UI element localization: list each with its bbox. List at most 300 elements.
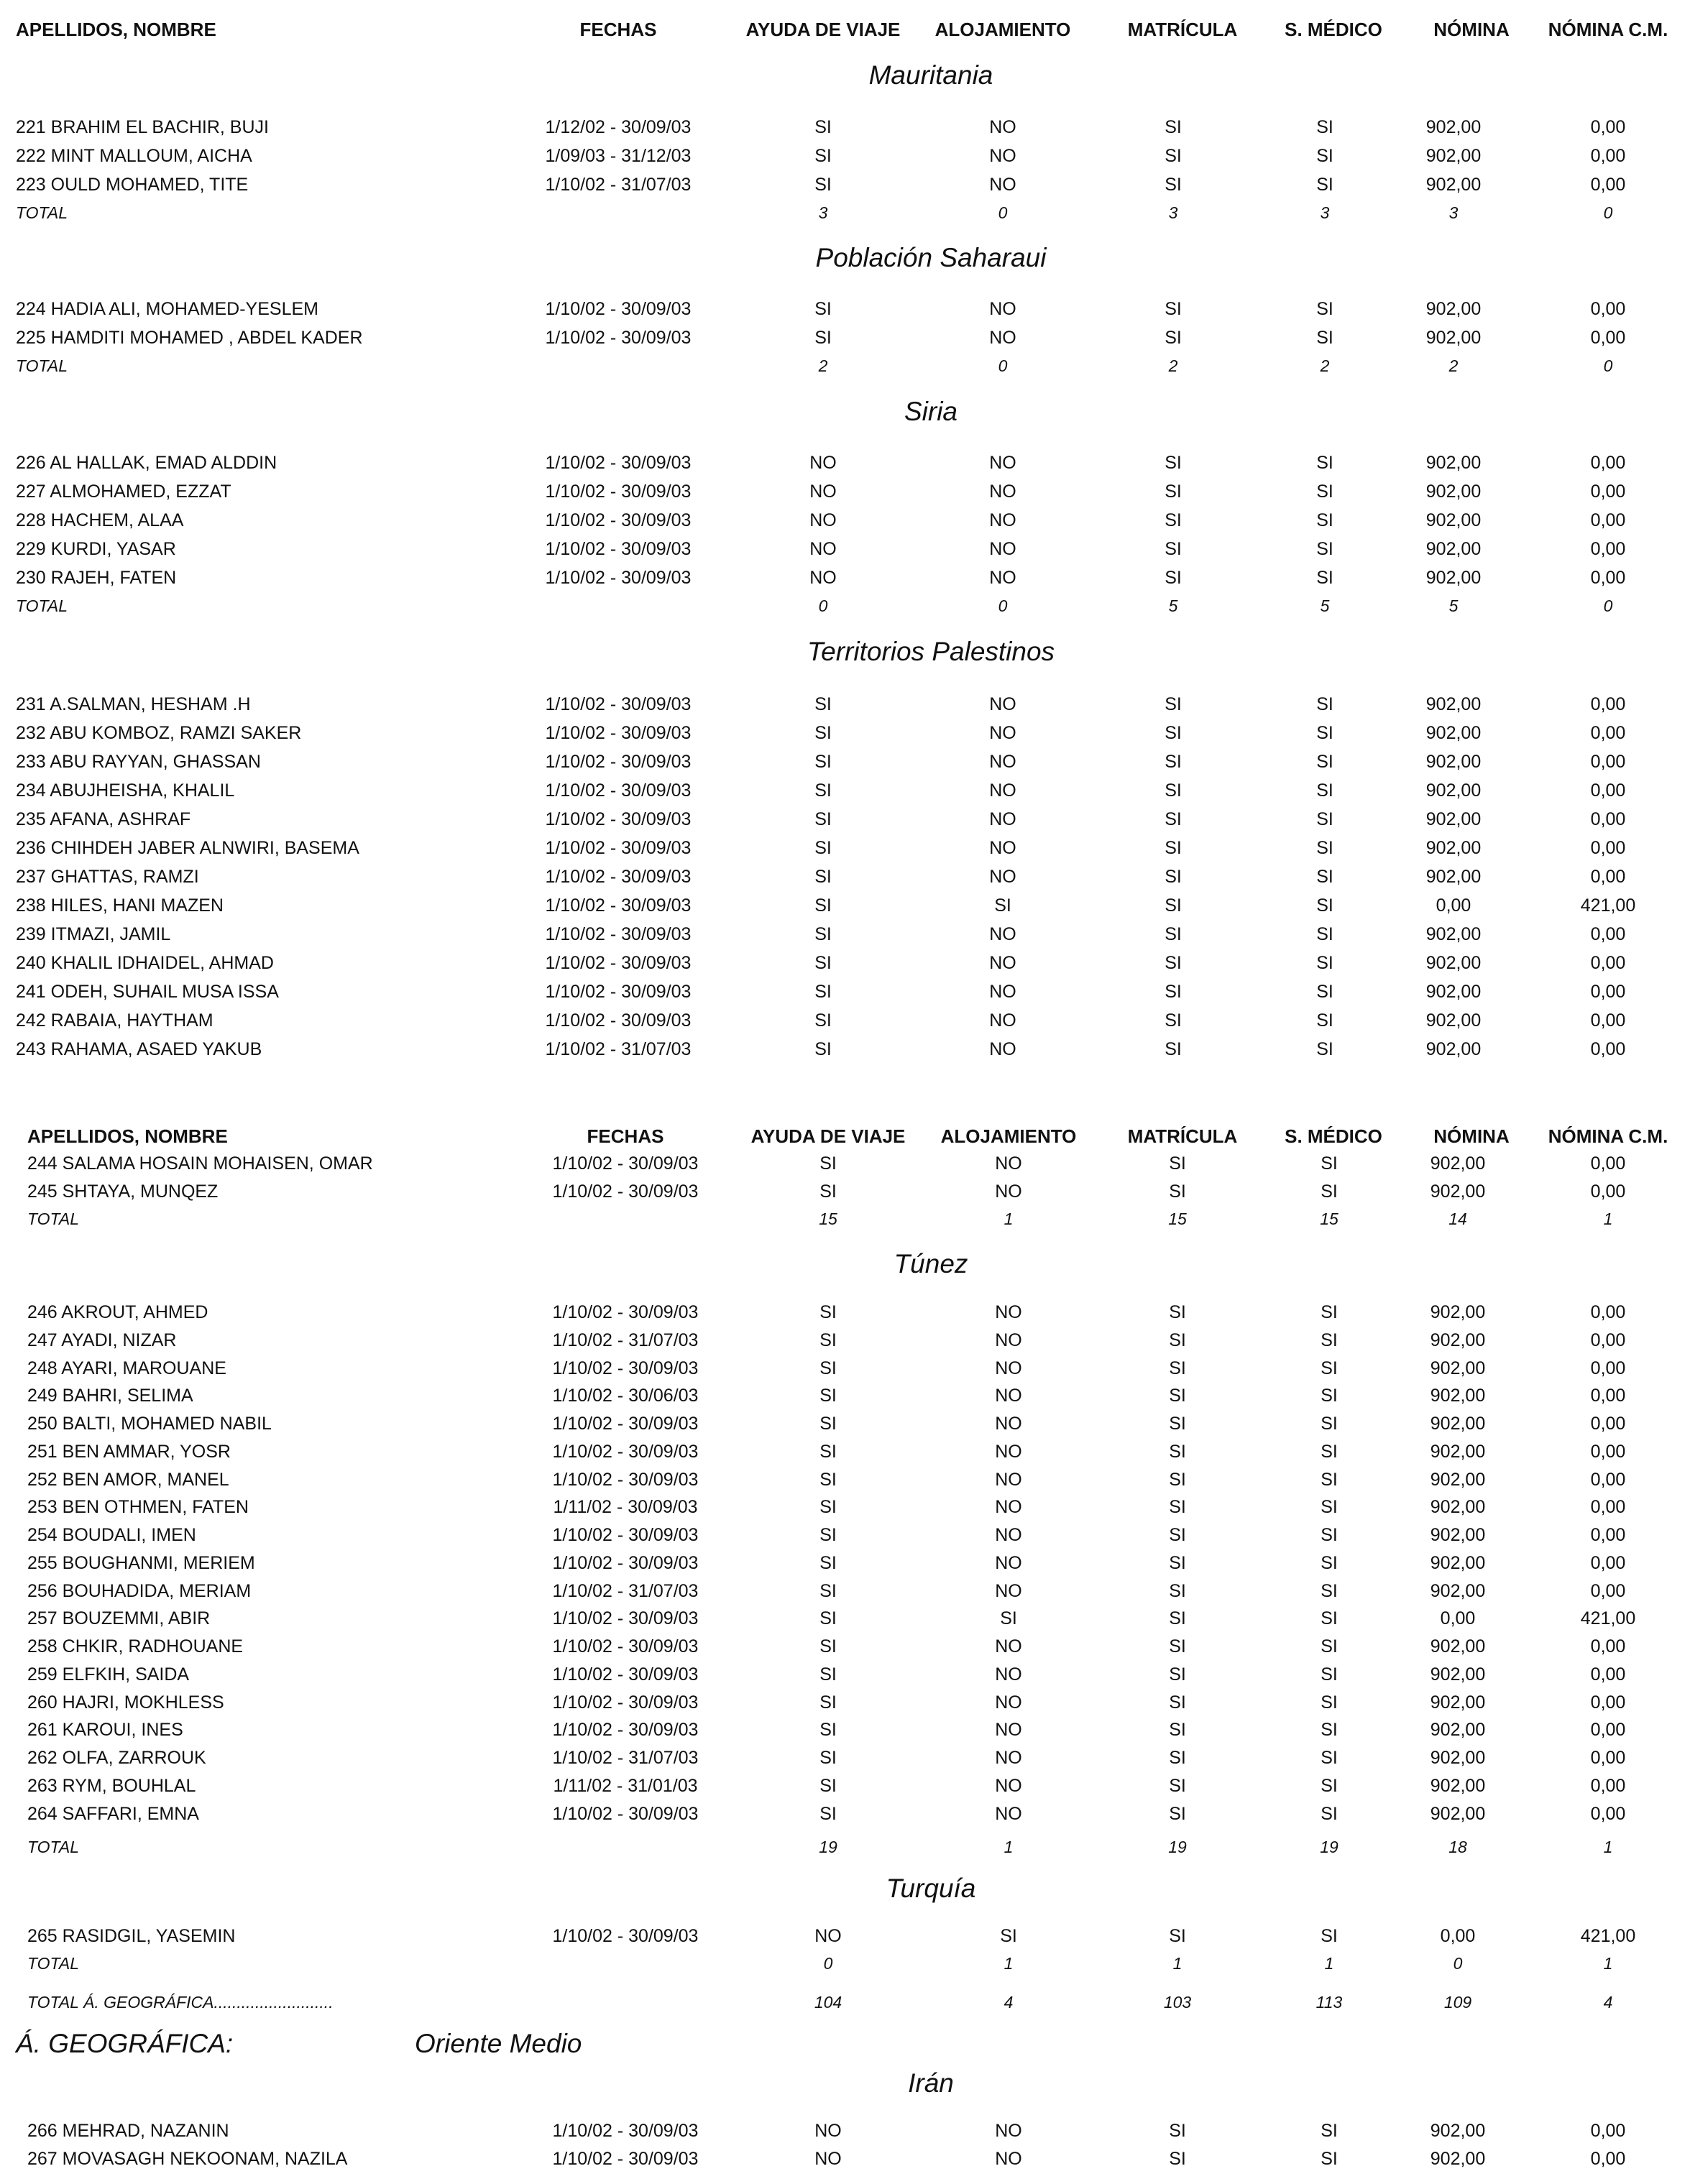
row-cell-2: SI [1169, 2149, 1186, 2169]
total-value-2: 15 [1168, 1210, 1187, 1228]
total-value-5: 0 [1603, 596, 1613, 615]
row-cell-0: SI [814, 299, 832, 319]
total-value-4: 3 [1448, 203, 1459, 222]
row-cell-3: SI [1316, 780, 1333, 801]
column-header-mid-7: NÓMINA C.M. [1548, 1125, 1668, 1147]
row-dates: 1/10/02 - 30/09/03 [545, 453, 692, 473]
country-heading-p2-0: Túnez [894, 1249, 968, 1278]
row-cell-2: SI [1165, 982, 1182, 1002]
row-cell-2: SI [1165, 838, 1182, 858]
row-name: 249 BAHRI, SELIMA [27, 1386, 193, 1406]
row-cell-5: 0,00 [1590, 299, 1626, 319]
row-name: 247 AYADI, NIZAR [27, 1330, 177, 1350]
row-cell-0: SI [814, 953, 832, 973]
total-value-2: 19 [1168, 1838, 1187, 1856]
row-cell-5: 0,00 [1590, 1358, 1626, 1378]
row-cell-3: SI [1316, 453, 1333, 473]
row-cell-5: 0,00 [1590, 694, 1626, 714]
total-value-2: 5 [1168, 596, 1178, 615]
row-cell-1: SI [994, 895, 1011, 916]
row-cell-1: NO [989, 694, 1016, 714]
row-cell-3: SI [1321, 1776, 1338, 1796]
row-cell-4: 902,00 [1430, 1153, 1486, 1174]
country-heading-p1-2: Siria [904, 397, 958, 426]
row-cell-1: NO [995, 1470, 1022, 1490]
column-header-mid-3: ALOJAMIENTO [940, 1125, 1077, 1147]
row-cell-5: 0,00 [1590, 1386, 1626, 1406]
row-dates: 1/10/02 - 31/07/03 [552, 1581, 699, 1601]
row-name: 229 KURDI, YASAR [16, 539, 176, 559]
total-value-4: 18 [1448, 1838, 1467, 1856]
row-cell-1: NO [995, 1414, 1022, 1434]
row-cell-5: 0,00 [1590, 510, 1626, 530]
row-cell-1: NO [995, 1776, 1022, 1796]
row-cell-0: NO [814, 2121, 842, 2141]
total-value-4: 14 [1448, 1210, 1467, 1228]
row-cell-5: 0,00 [1590, 1181, 1626, 1202]
row-name: 252 BEN AMOR, MANEL [27, 1470, 229, 1490]
row-cell-1: NO [995, 1153, 1022, 1174]
row-cell-5: 0,00 [1590, 1553, 1626, 1573]
row-cell-0: NO [809, 482, 837, 502]
row-cell-0: SI [814, 982, 832, 1002]
row-cell-0: SI [814, 867, 832, 887]
total-value-1: 4 [1004, 1993, 1014, 2012]
total-value-5: 4 [1603, 1993, 1613, 2012]
row-name: 248 AYARI, MAROUANE [27, 1358, 226, 1378]
row-dates: 1/10/02 - 30/09/03 [545, 780, 692, 801]
total-value-1: 0 [998, 356, 1008, 375]
row-cell-1: NO [989, 809, 1016, 829]
row-cell-5: 0,00 [1590, 1330, 1626, 1350]
total-value-0: 15 [819, 1210, 837, 1228]
row-cell-3: SI [1316, 568, 1333, 588]
row-cell-5: 0,00 [1590, 1636, 1626, 1657]
row-cell-1: SI [1000, 1608, 1017, 1628]
row-cell-4: 902,00 [1425, 867, 1482, 887]
row-cell-4: 902,00 [1430, 1748, 1486, 1768]
row-cell-4: 902,00 [1425, 780, 1482, 801]
row-cell-5: 0,00 [1590, 146, 1626, 166]
row-cell-2: SI [1165, 117, 1182, 137]
total-value-2: 1 [1172, 1954, 1182, 1973]
row-dates: 1/11/02 - 31/01/03 [553, 1776, 698, 1796]
row-cell-0: SI [819, 1636, 837, 1657]
row-name: 260 HAJRI, MOKHLESS [27, 1692, 224, 1713]
row-cell-0: SI [814, 780, 832, 801]
row-cell-2: SI [1169, 1748, 1186, 1768]
row-dates: 1/10/02 - 30/09/03 [545, 982, 692, 1002]
row-cell-0: SI [819, 1692, 837, 1713]
row-cell-3: SI [1316, 752, 1333, 772]
row-cell-4: 902,00 [1425, 175, 1482, 195]
row-cell-1: NO [989, 299, 1016, 319]
row-dates: 1/10/02 - 30/09/03 [545, 924, 692, 944]
row-cell-3: SI [1321, 1926, 1338, 1946]
total-value-0: 19 [819, 1838, 837, 1856]
row-cell-3: SI [1321, 1358, 1338, 1378]
column-header-mid-0: APELLIDOS, NOMBRE [27, 1125, 228, 1147]
row-cell-0: SI [814, 175, 832, 195]
column-header-top-1: FECHAS [579, 19, 657, 40]
row-cell-5: 0,00 [1590, 1664, 1626, 1685]
row-cell-1: NO [995, 2121, 1022, 2141]
row-cell-0: SI [814, 809, 832, 829]
row-dates: 1/10/02 - 30/09/03 [552, 1442, 699, 1462]
row-name: 251 BEN AMMAR, YOSR [27, 1442, 231, 1462]
row-cell-5: 0,00 [1590, 1692, 1626, 1713]
row-cell-3: SI [1316, 299, 1333, 319]
country-heading-p1-3: Territorios Palestinos [807, 637, 1055, 666]
row-cell-2: SI [1165, 299, 1182, 319]
row-name: 266 MEHRAD, NAZANIN [27, 2121, 229, 2141]
total-label: TOTAL [27, 1954, 79, 1973]
row-name: 243 RAHAMA, ASAED YAKUB [16, 1039, 262, 1059]
row-cell-1: NO [995, 2149, 1022, 2169]
row-cell-4: 902,00 [1425, 117, 1482, 137]
total-label: TOTAL [16, 203, 68, 222]
row-cell-3: SI [1321, 1302, 1338, 1322]
row-dates: 1/10/02 - 30/09/03 [545, 723, 692, 743]
row-cell-3: SI [1321, 1497, 1338, 1517]
row-name: 264 SAFFARI, EMNA [27, 1804, 199, 1824]
row-dates: 1/10/02 - 30/09/03 [552, 1692, 699, 1713]
row-dates: 1/10/02 - 30/09/03 [545, 539, 692, 559]
row-dates: 1/10/02 - 30/09/03 [545, 694, 692, 714]
row-cell-4: 902,00 [1425, 1010, 1482, 1031]
row-cell-0: SI [814, 694, 832, 714]
row-dates: 1/10/02 - 30/09/03 [552, 1664, 699, 1685]
total-value-3: 3 [1320, 203, 1330, 222]
row-cell-4: 902,00 [1425, 299, 1482, 319]
row-cell-0: SI [814, 1039, 832, 1059]
row-cell-1: NO [995, 1497, 1022, 1517]
row-cell-1: NO [995, 1442, 1022, 1462]
row-dates: 1/10/02 - 30/09/03 [545, 752, 692, 772]
total-value-2: 103 [1163, 1993, 1192, 2012]
row-cell-4: 902,00 [1425, 809, 1482, 829]
row-cell-4: 902,00 [1425, 510, 1482, 530]
row-cell-3: SI [1321, 1748, 1338, 1768]
row-dates: 1/10/02 - 30/09/03 [552, 1358, 699, 1378]
row-name: 259 ELFKIH, SAIDA [27, 1664, 190, 1685]
row-dates: 1/10/02 - 30/09/03 [552, 1525, 699, 1545]
row-cell-5: 0,00 [1590, 1010, 1626, 1031]
row-cell-0: SI [819, 1776, 837, 1796]
total-value-5: 1 [1603, 1210, 1613, 1228]
row-cell-3: SI [1321, 1804, 1338, 1824]
row-cell-3: SI [1321, 1608, 1338, 1628]
row-cell-3: SI [1316, 328, 1333, 348]
row-dates: 1/10/02 - 30/09/03 [552, 1804, 699, 1824]
row-cell-3: SI [1321, 1414, 1338, 1434]
row-cell-2: SI [1165, 453, 1182, 473]
total-value-0: 3 [818, 203, 828, 222]
row-dates: 1/10/02 - 30/09/03 [552, 1608, 699, 1628]
row-cell-2: SI [1169, 1692, 1186, 1713]
row-cell-4: 902,00 [1430, 1442, 1486, 1462]
row-cell-4: 902,00 [1430, 1692, 1486, 1713]
row-dates: 1/10/02 - 30/09/03 [545, 838, 692, 858]
row-cell-5: 0,00 [1590, 1748, 1626, 1768]
row-dates: 1/10/02 - 30/09/03 [552, 1414, 699, 1434]
row-cell-1: NO [989, 117, 1016, 137]
country-heading-p1-1: Población Saharaui [815, 243, 1047, 272]
row-dates: 1/10/02 - 30/09/03 [552, 1153, 699, 1174]
row-cell-4: 0,00 [1440, 1608, 1476, 1628]
row-cell-3: SI [1321, 1553, 1338, 1573]
row-cell-4: 902,00 [1430, 1497, 1486, 1517]
row-cell-5: 0,00 [1590, 1302, 1626, 1322]
row-cell-4: 902,00 [1425, 453, 1482, 473]
row-cell-3: SI [1316, 1010, 1333, 1031]
total-value-2: 3 [1168, 203, 1178, 222]
row-cell-0: SI [819, 1497, 837, 1517]
row-name: 230 RAJEH, FATEN [16, 568, 177, 588]
row-cell-0: SI [819, 1386, 837, 1406]
row-cell-2: SI [1169, 1181, 1186, 1202]
total-value-4: 0 [1453, 1954, 1463, 1973]
row-cell-2: SI [1165, 953, 1182, 973]
row-dates: 1/10/02 - 30/09/03 [552, 1553, 699, 1573]
total-value-1: 0 [998, 596, 1008, 615]
row-cell-1: NO [989, 752, 1016, 772]
row-cell-2: SI [1169, 1525, 1186, 1545]
row-cell-1: NO [989, 723, 1016, 743]
row-cell-0: SI [814, 328, 832, 348]
row-cell-4: 902,00 [1425, 328, 1482, 348]
total-value-3: 5 [1320, 596, 1330, 615]
column-header-top-7: NÓMINA C.M. [1548, 19, 1668, 40]
row-cell-0: SI [819, 1414, 837, 1434]
column-header-top-4: MATRÍCULA [1127, 19, 1238, 40]
row-cell-0: SI [819, 1181, 837, 1202]
row-cell-0: SI [819, 1358, 837, 1378]
total-value-3: 15 [1320, 1210, 1338, 1228]
row-cell-0: SI [819, 1720, 837, 1740]
row-cell-0: SI [819, 1748, 837, 1768]
row-cell-4: 902,00 [1430, 1636, 1486, 1657]
row-cell-2: SI [1165, 175, 1182, 195]
row-cell-0: NO [809, 510, 837, 530]
country-heading-p3-0: Irán [908, 2068, 954, 2098]
row-cell-2: SI [1165, 780, 1182, 801]
total-value-1: 1 [1004, 1210, 1014, 1228]
row-cell-5: 0,00 [1590, 1497, 1626, 1517]
row-name: 225 HAMDITI MOHAMED , ABDEL KADER [16, 328, 363, 348]
row-cell-1: NO [995, 1358, 1022, 1378]
row-cell-3: SI [1316, 838, 1333, 858]
row-dates: 1/10/02 - 31/07/03 [552, 1748, 699, 1768]
row-cell-1: NO [989, 568, 1016, 588]
row-cell-5: 0,00 [1590, 328, 1626, 348]
row-cell-2: SI [1165, 809, 1182, 829]
row-cell-1: NO [995, 1636, 1022, 1657]
row-cell-3: SI [1321, 1581, 1338, 1601]
total-value-0: 2 [818, 356, 828, 375]
row-cell-4: 902,00 [1425, 982, 1482, 1002]
country-heading-p1-0: Mauritania [868, 60, 993, 90]
total-value-1: 0 [998, 203, 1008, 222]
row-name: 226 AL HALLAK, EMAD ALDDIN [16, 453, 277, 473]
row-cell-2: SI [1169, 1302, 1186, 1322]
row-cell-3: SI [1316, 1039, 1333, 1059]
total-label: TOTAL [16, 596, 68, 615]
row-cell-1: NO [995, 1181, 1022, 1202]
row-cell-4: 902,00 [1430, 1804, 1486, 1824]
row-cell-5: 0,00 [1590, 723, 1626, 743]
row-cell-2: SI [1169, 1470, 1186, 1490]
row-cell-5: 0,00 [1590, 1581, 1626, 1601]
row-cell-5: 0,00 [1590, 1039, 1626, 1059]
total-value-4: 109 [1443, 1993, 1472, 2012]
row-cell-2: SI [1165, 539, 1182, 559]
row-cell-5: 421,00 [1580, 895, 1636, 916]
row-cell-5: 0,00 [1590, 867, 1626, 887]
row-name: 244 SALAMA HOSAIN MOHAISEN, OMAR [27, 1153, 373, 1174]
total-value-5: 1 [1603, 1954, 1613, 1973]
row-cell-4: 902,00 [1430, 2149, 1486, 2169]
row-name: 262 OLFA, ZARROUK [27, 1748, 206, 1768]
row-name: 232 ABU KOMBOZ, RAMZI SAKER [16, 723, 302, 743]
row-cell-2: SI [1169, 1804, 1186, 1824]
total-value-0: 0 [818, 596, 828, 615]
row-name: 267 MOVASAGH NEKOONAM, NAZILA [27, 2149, 348, 2169]
row-cell-4: 902,00 [1425, 146, 1482, 166]
row-cell-5: 0,00 [1590, 175, 1626, 195]
row-dates: 1/10/02 - 30/09/03 [545, 867, 692, 887]
row-cell-5: 0,00 [1590, 924, 1626, 944]
column-header-mid-4: MATRÍCULA [1127, 1125, 1238, 1147]
row-cell-5: 0,00 [1590, 809, 1626, 829]
row-cell-4: 902,00 [1430, 1470, 1486, 1490]
row-name: 221 BRAHIM EL BACHIR, BUJI [16, 117, 269, 137]
total-value-3: 1 [1324, 1954, 1334, 1973]
row-cell-1: NO [989, 539, 1016, 559]
row-name: 246 AKROUT, AHMED [27, 1302, 208, 1322]
row-dates: 1/09/03 - 31/12/03 [545, 146, 692, 166]
row-name: 238 HILES, HANI MAZEN [16, 895, 224, 916]
row-cell-3: SI [1321, 1720, 1338, 1740]
row-name: 224 HADIA ALI, MOHAMED-YESLEM [16, 299, 318, 319]
row-dates: 1/10/02 - 30/09/03 [552, 1470, 699, 1490]
total-label: TOTAL [27, 1838, 79, 1856]
row-cell-1: NO [995, 1720, 1022, 1740]
row-dates: 1/10/02 - 30/09/03 [545, 328, 692, 348]
row-dates: 1/10/02 - 30/09/03 [545, 953, 692, 973]
row-name: 234 ABUJHEISHA, KHALIL [16, 780, 235, 801]
column-header-top-5: S. MÉDICO [1285, 19, 1382, 40]
row-cell-3: SI [1316, 723, 1333, 743]
area-name: Oriente Medio [415, 2029, 582, 2058]
row-cell-0: NO [814, 2149, 842, 2169]
row-cell-1: NO [989, 510, 1016, 530]
column-header-mid-2: AYUDA DE VIAJE [750, 1125, 906, 1147]
total-value-4: 2 [1448, 356, 1459, 375]
column-header-top-2: AYUDA DE VIAJE [745, 19, 901, 40]
row-cell-3: SI [1316, 953, 1333, 973]
row-dates: 1/10/02 - 30/09/03 [545, 299, 692, 319]
row-dates: 1/10/02 - 30/09/03 [552, 2149, 699, 2169]
row-dates: 1/11/02 - 30/09/03 [553, 1497, 698, 1517]
row-cell-0: SI [819, 1525, 837, 1545]
row-cell-0: SI [819, 1330, 837, 1350]
row-dates: 1/10/02 - 30/09/03 [552, 1302, 699, 1322]
row-name: 231 A.SALMAN, HESHAM .H [16, 694, 251, 714]
row-cell-3: SI [1316, 175, 1333, 195]
row-cell-4: 0,00 [1440, 1926, 1476, 1946]
row-dates: 1/10/02 - 30/06/03 [552, 1386, 699, 1406]
row-cell-1: NO [989, 780, 1016, 801]
row-cell-1: NO [989, 146, 1016, 166]
row-cell-4: 902,00 [1430, 1181, 1486, 1202]
row-cell-5: 0,00 [1590, 2149, 1626, 2169]
row-cell-0: SI [819, 1442, 837, 1462]
row-name: 233 ABU RAYYAN, GHASSAN [16, 752, 261, 772]
row-cell-5: 0,00 [1590, 780, 1626, 801]
row-dates: 1/10/02 - 30/09/03 [545, 568, 692, 588]
row-cell-3: SI [1321, 1330, 1338, 1350]
row-cell-2: SI [1169, 1153, 1186, 1174]
row-cell-2: SI [1169, 1776, 1186, 1796]
row-cell-0: SI [819, 1608, 837, 1628]
row-cell-0: SI [814, 146, 832, 166]
row-cell-4: 902,00 [1425, 924, 1482, 944]
row-cell-2: SI [1165, 924, 1182, 944]
row-cell-3: SI [1316, 867, 1333, 887]
column-header-mid-1: FECHAS [587, 1125, 664, 1147]
row-cell-4: 902,00 [1425, 568, 1482, 588]
total-value-1: 1 [1004, 1838, 1014, 1856]
row-dates: 1/10/02 - 30/09/03 [545, 895, 692, 916]
total-value-5: 1 [1603, 1838, 1613, 1856]
row-cell-0: SI [819, 1470, 837, 1490]
row-cell-0: SI [814, 117, 832, 137]
row-cell-3: SI [1321, 1664, 1338, 1685]
row-cell-1: NO [995, 1302, 1022, 1322]
row-cell-0: SI [814, 752, 832, 772]
row-cell-5: 0,00 [1590, 539, 1626, 559]
row-cell-3: SI [1316, 482, 1333, 502]
row-cell-1: NO [989, 838, 1016, 858]
row-cell-1: NO [989, 924, 1016, 944]
column-header-mid-5: S. MÉDICO [1285, 1125, 1382, 1147]
row-cell-4: 902,00 [1425, 694, 1482, 714]
row-cell-5: 421,00 [1580, 1926, 1636, 1946]
row-cell-1: NO [989, 453, 1016, 473]
row-cell-1: NO [995, 1804, 1022, 1824]
row-cell-1: NO [989, 953, 1016, 973]
row-name: 245 SHTAYA, MUNQEZ [27, 1181, 219, 1202]
row-cell-5: 0,00 [1590, 1525, 1626, 1545]
column-header-top-3: ALOJAMIENTO [934, 19, 1071, 40]
row-cell-2: SI [1169, 1497, 1186, 1517]
row-cell-0: NO [809, 568, 837, 588]
row-cell-0: SI [819, 1581, 837, 1601]
row-cell-0: SI [819, 1302, 837, 1322]
area-label: Á. GEOGRÁFICA: [16, 2029, 234, 2058]
row-name: 263 RYM, BOUHLAL [27, 1776, 196, 1796]
row-cell-3: SI [1321, 2149, 1338, 2169]
row-name: 222 MINT MALLOUM, AICHA [16, 146, 252, 166]
row-cell-5: 0,00 [1590, 453, 1626, 473]
column-header-top-6: NÓMINA [1433, 19, 1510, 40]
row-cell-1: NO [995, 1748, 1022, 1768]
row-cell-0: SI [814, 1010, 832, 1031]
row-cell-1: NO [989, 482, 1016, 502]
row-cell-0: SI [814, 895, 832, 916]
row-cell-3: SI [1316, 539, 1333, 559]
